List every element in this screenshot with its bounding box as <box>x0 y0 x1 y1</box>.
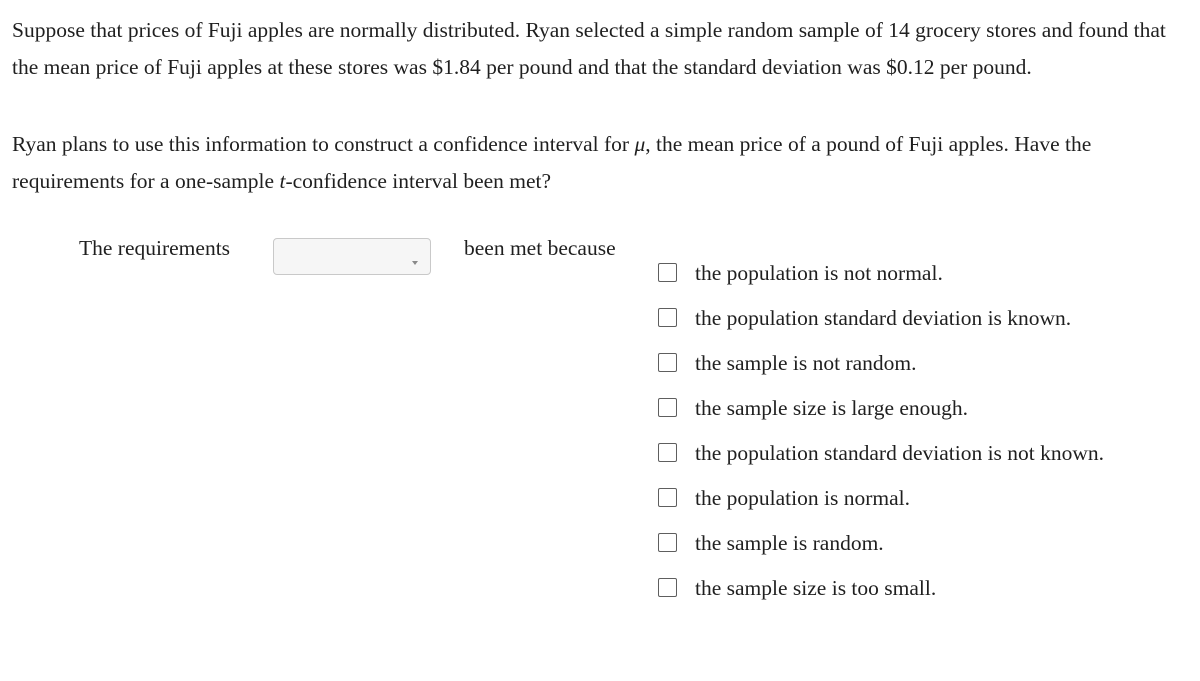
mu-symbol: μ <box>634 132 646 156</box>
checkbox[interactable] <box>658 578 677 597</box>
checkbox[interactable] <box>658 263 677 282</box>
option-label: the sample size is large enough. <box>695 395 969 420</box>
option-population-sd-known[interactable] <box>658 295 1104 340</box>
caret-down-icon <box>412 261 418 265</box>
option-label: the population standard deviation is known. <box>695 305 1072 330</box>
t-symbol: t <box>279 168 286 193</box>
option-sample-size-large-enough[interactable] <box>658 385 1104 430</box>
option-sample-not-random[interactable] <box>658 340 1104 385</box>
option-label: the sample is random. <box>695 530 884 555</box>
question-text-part-3: -confidence interval been met? <box>285 168 552 193</box>
option-population-normal[interactable] <box>658 475 1104 520</box>
been-met-because-label: been met because <box>464 236 616 260</box>
option-population-sd-not-known[interactable] <box>658 430 1104 475</box>
checkbox[interactable] <box>658 353 677 372</box>
question-paragraph-1: Suppose that prices of Fuji apples are normally distributed. Ryan selected a simple random sample of 14 grocery stores and found that the mean price of Fuji apples at these stores was $1.84 per pound and that the standard deviation was $0.12 per pound. <box>12 18 1166 79</box>
question-paragraph-2 <box>12 126 1188 199</box>
option-sample-random[interactable] <box>658 520 1104 565</box>
checkbox[interactable] <box>658 533 677 552</box>
option-label: the sample size is too small. <box>695 575 937 600</box>
option-population-not-normal[interactable] <box>658 250 1104 295</box>
option-label: the population standard deviation is not known. <box>695 440 1105 465</box>
checkbox[interactable] <box>658 398 677 417</box>
question-text-part-2: , the mean price of a pound of Fuji apples. Have the requirements for a one-sample <box>12 132 1092 193</box>
option-label: the population is not normal. <box>695 260 943 285</box>
checkbox[interactable] <box>658 443 677 462</box>
checkbox[interactable] <box>658 488 677 507</box>
checkbox[interactable] <box>658 308 677 327</box>
option-label: the sample is not random. <box>695 350 917 375</box>
option-sample-size-too-small[interactable] <box>658 565 1104 610</box>
requirements-dropdown[interactable] <box>273 238 431 275</box>
reason-options-list <box>658 250 1104 610</box>
option-label: the population is normal. <box>695 485 910 510</box>
requirements-label: The requirements <box>79 236 231 260</box>
question-text-part-1: Ryan plans to use this information to construct a confidence interval for <box>12 132 635 156</box>
